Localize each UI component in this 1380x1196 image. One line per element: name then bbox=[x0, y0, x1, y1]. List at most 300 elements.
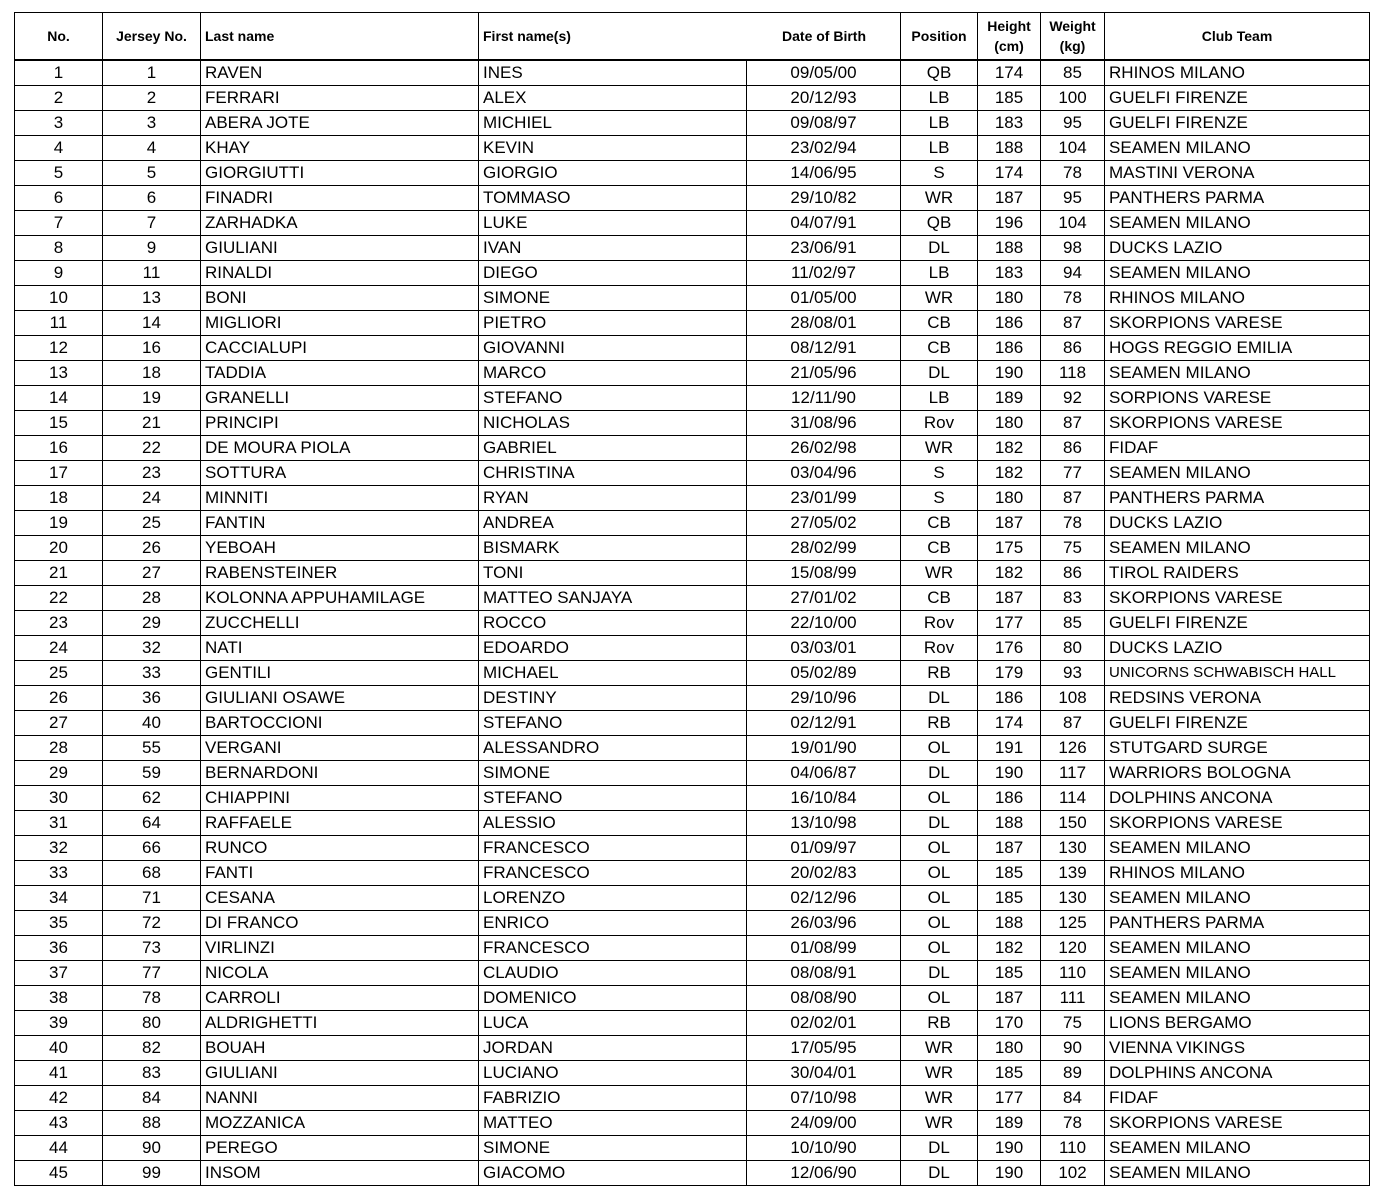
cell-weight: 87 bbox=[1041, 311, 1105, 336]
cell-weight: 78 bbox=[1041, 286, 1105, 311]
cell-height: 177 bbox=[978, 611, 1041, 636]
cell-club-team: SKORPIONS VARESE bbox=[1105, 311, 1370, 336]
cell-no: 36 bbox=[15, 936, 103, 961]
cell-no: 3 bbox=[15, 111, 103, 136]
roster-table bbox=[14, 12, 1370, 1186]
cell-height: 190 bbox=[978, 1161, 1041, 1186]
cell-first-name: RYAN bbox=[479, 486, 747, 511]
cell-no: 21 bbox=[15, 561, 103, 586]
cell-jersey: 32 bbox=[103, 636, 201, 661]
header-first-name: First name(s) bbox=[483, 28, 571, 44]
cell-weight: 120 bbox=[1041, 936, 1105, 961]
cell-position: CB bbox=[901, 336, 978, 361]
cell-last-name: MIGLIORI bbox=[201, 311, 479, 336]
cell-dob: 27/01/02 bbox=[747, 586, 901, 611]
cell-jersey: 22 bbox=[103, 436, 201, 461]
cell-dob: 28/08/01 bbox=[747, 311, 901, 336]
cell-club-team: SEAMEN MILANO bbox=[1105, 536, 1370, 561]
cell-no: 43 bbox=[15, 1111, 103, 1136]
cell-jersey: 1 bbox=[103, 60, 201, 86]
cell-position: WR bbox=[901, 286, 978, 311]
cell-jersey: 73 bbox=[103, 936, 201, 961]
cell-first-name: FABRIZIO bbox=[479, 1086, 747, 1111]
cell-height: 186 bbox=[978, 336, 1041, 361]
cell-no: 34 bbox=[15, 886, 103, 911]
cell-first-name: ALESSANDRO bbox=[479, 736, 747, 761]
cell-height: 174 bbox=[978, 60, 1041, 86]
cell-no: 16 bbox=[15, 436, 103, 461]
cell-club-team: PANTHERS PARMA bbox=[1105, 186, 1370, 211]
cell-no: 19 bbox=[15, 511, 103, 536]
cell-first-name: ANDREA bbox=[479, 511, 747, 536]
table-row bbox=[15, 861, 1370, 886]
cell-jersey: 33 bbox=[103, 661, 201, 686]
cell-jersey: 19 bbox=[103, 386, 201, 411]
cell-jersey: 13 bbox=[103, 286, 201, 311]
cell-jersey: 40 bbox=[103, 711, 201, 736]
cell-weight: 104 bbox=[1041, 211, 1105, 236]
cell-club-team: DOLPHINS ANCONA bbox=[1105, 786, 1370, 811]
cell-no: 25 bbox=[15, 661, 103, 686]
cell-last-name: CHIAPPINI bbox=[201, 786, 479, 811]
cell-dob: 03/03/01 bbox=[747, 636, 901, 661]
cell-position: LB bbox=[901, 86, 978, 111]
table-row bbox=[15, 236, 1370, 261]
header-weight-label: Weight bbox=[1049, 18, 1096, 34]
cell-dob: 12/11/90 bbox=[747, 386, 901, 411]
cell-jersey: 28 bbox=[103, 586, 201, 611]
cell-club-team: RHINOS MILANO bbox=[1105, 861, 1370, 886]
cell-first-name: BISMARK bbox=[479, 536, 747, 561]
cell-club-team: GUELFI FIRENZE bbox=[1105, 111, 1370, 136]
cell-height: 190 bbox=[978, 1136, 1041, 1161]
cell-weight: 110 bbox=[1041, 1136, 1105, 1161]
cell-position: DL bbox=[901, 236, 978, 261]
cell-first-name: DIEGO bbox=[479, 261, 747, 286]
cell-position: OL bbox=[901, 936, 978, 961]
cell-club-team: REDSINS VERONA bbox=[1105, 686, 1370, 711]
cell-height: 183 bbox=[978, 261, 1041, 286]
cell-club-team: SEAMEN MILANO bbox=[1105, 1136, 1370, 1161]
cell-position: RB bbox=[901, 1011, 978, 1036]
cell-jersey: 71 bbox=[103, 886, 201, 911]
cell-jersey: 9 bbox=[103, 236, 201, 261]
cell-first-name: LUCA bbox=[479, 1011, 747, 1036]
cell-no: 41 bbox=[15, 1061, 103, 1086]
cell-first-name: EDOARDO bbox=[479, 636, 747, 661]
cell-weight: 125 bbox=[1041, 911, 1105, 936]
cell-dob: 14/06/95 bbox=[747, 161, 901, 186]
cell-position: S bbox=[901, 161, 978, 186]
cell-weight: 80 bbox=[1041, 636, 1105, 661]
cell-first-name: STEFANO bbox=[479, 711, 747, 736]
cell-club-team: GUELFI FIRENZE bbox=[1105, 86, 1370, 111]
cell-first-name: ALEX bbox=[479, 86, 747, 111]
cell-first-name: STEFANO bbox=[479, 786, 747, 811]
cell-jersey: 16 bbox=[103, 336, 201, 361]
cell-dob: 27/05/02 bbox=[747, 511, 901, 536]
cell-height: 191 bbox=[978, 736, 1041, 761]
cell-club-team: PANTHERS PARMA bbox=[1105, 486, 1370, 511]
cell-dob: 16/10/84 bbox=[747, 786, 901, 811]
cell-weight: 95 bbox=[1041, 186, 1105, 211]
cell-last-name: FANTIN bbox=[201, 511, 479, 536]
cell-club-team: STUTGARD SURGE bbox=[1105, 736, 1370, 761]
cell-weight: 130 bbox=[1041, 836, 1105, 861]
cell-first-name: KEVIN bbox=[479, 136, 747, 161]
table-row bbox=[15, 761, 1370, 786]
cell-jersey: 5 bbox=[103, 161, 201, 186]
table-row bbox=[15, 1086, 1370, 1111]
cell-position: S bbox=[901, 461, 978, 486]
cell-height: 179 bbox=[978, 661, 1041, 686]
cell-height: 177 bbox=[978, 1086, 1041, 1111]
cell-club-team: MASTINI VERONA bbox=[1105, 161, 1370, 186]
cell-weight: 111 bbox=[1041, 986, 1105, 1011]
table-row bbox=[15, 886, 1370, 911]
cell-height: 188 bbox=[978, 811, 1041, 836]
cell-first-name: JORDAN bbox=[479, 1036, 747, 1061]
cell-club-team: SEAMEN MILANO bbox=[1105, 886, 1370, 911]
cell-height: 188 bbox=[978, 236, 1041, 261]
cell-club-team: TIROL RAIDERS bbox=[1105, 561, 1370, 586]
cell-height: 190 bbox=[978, 361, 1041, 386]
table-row bbox=[15, 561, 1370, 586]
cell-last-name: VERGANI bbox=[201, 736, 479, 761]
cell-position: DL bbox=[901, 686, 978, 711]
cell-jersey: 4 bbox=[103, 136, 201, 161]
cell-no: 20 bbox=[15, 536, 103, 561]
table-row bbox=[15, 336, 1370, 361]
cell-position: WR bbox=[901, 1061, 978, 1086]
cell-dob: 11/02/97 bbox=[747, 261, 901, 286]
cell-jersey: 3 bbox=[103, 111, 201, 136]
cell-weight: 102 bbox=[1041, 1161, 1105, 1186]
table-row bbox=[15, 686, 1370, 711]
cell-position: WR bbox=[901, 561, 978, 586]
cell-first-name: DOMENICO bbox=[479, 986, 747, 1011]
cell-club-team: SEAMEN MILANO bbox=[1105, 836, 1370, 861]
cell-height: 196 bbox=[978, 211, 1041, 236]
table-row bbox=[15, 1011, 1370, 1036]
cell-height: 187 bbox=[978, 511, 1041, 536]
cell-last-name: RUNCO bbox=[201, 836, 479, 861]
cell-last-name: KOLONNA APPUHAMILAGE bbox=[201, 586, 479, 611]
cell-first-name: TONI bbox=[479, 561, 747, 586]
cell-weight: 86 bbox=[1041, 436, 1105, 461]
cell-jersey: 90 bbox=[103, 1136, 201, 1161]
cell-position: WR bbox=[901, 1036, 978, 1061]
cell-last-name: ZARHADKA bbox=[201, 211, 479, 236]
cell-dob: 02/12/96 bbox=[747, 886, 901, 911]
cell-height: 187 bbox=[978, 986, 1041, 1011]
cell-first-name: MATTEO bbox=[479, 1111, 747, 1136]
cell-no: 12 bbox=[15, 336, 103, 361]
cell-jersey: 14 bbox=[103, 311, 201, 336]
cell-height: 175 bbox=[978, 536, 1041, 561]
cell-last-name: ABERA JOTE bbox=[201, 111, 479, 136]
cell-height: 180 bbox=[978, 286, 1041, 311]
cell-last-name: MOZZANICA bbox=[201, 1111, 479, 1136]
cell-no: 15 bbox=[15, 411, 103, 436]
cell-no: 26 bbox=[15, 686, 103, 711]
cell-dob: 23/02/94 bbox=[747, 136, 901, 161]
cell-first-name: MICHIEL bbox=[479, 111, 747, 136]
cell-last-name: FANTI bbox=[201, 861, 479, 886]
cell-weight: 78 bbox=[1041, 511, 1105, 536]
cell-height: 186 bbox=[978, 786, 1041, 811]
cell-weight: 139 bbox=[1041, 861, 1105, 886]
cell-dob: 13/10/98 bbox=[747, 811, 901, 836]
cell-jersey: 11 bbox=[103, 261, 201, 286]
table-row bbox=[15, 936, 1370, 961]
cell-height: 182 bbox=[978, 436, 1041, 461]
cell-last-name: MINNITI bbox=[201, 486, 479, 511]
cell-club-team: SKORPIONS VARESE bbox=[1105, 1111, 1370, 1136]
table-row bbox=[15, 811, 1370, 836]
cell-first-name: ROCCO bbox=[479, 611, 747, 636]
cell-dob: 15/08/99 bbox=[747, 561, 901, 586]
cell-position: LB bbox=[901, 386, 978, 411]
cell-position: DL bbox=[901, 1161, 978, 1186]
cell-height: 185 bbox=[978, 1061, 1041, 1086]
cell-club-team: SKORPIONS VARESE bbox=[1105, 586, 1370, 611]
table-row bbox=[15, 786, 1370, 811]
cell-position: DL bbox=[901, 961, 978, 986]
cell-no: 28 bbox=[15, 736, 103, 761]
cell-club-team: SEAMEN MILANO bbox=[1105, 261, 1370, 286]
header-weight bbox=[1041, 13, 1105, 61]
cell-first-name: LORENZO bbox=[479, 886, 747, 911]
table-row bbox=[15, 611, 1370, 636]
cell-dob: 20/12/93 bbox=[747, 86, 901, 111]
table-row bbox=[15, 486, 1370, 511]
cell-dob: 21/05/96 bbox=[747, 361, 901, 386]
cell-dob: 29/10/96 bbox=[747, 686, 901, 711]
cell-position: DL bbox=[901, 361, 978, 386]
cell-weight: 94 bbox=[1041, 261, 1105, 286]
cell-dob: 10/10/90 bbox=[747, 1136, 901, 1161]
cell-last-name: CACCIALUPI bbox=[201, 336, 479, 361]
cell-dob: 02/12/91 bbox=[747, 711, 901, 736]
cell-last-name: YEBOAH bbox=[201, 536, 479, 561]
cell-weight: 117 bbox=[1041, 761, 1105, 786]
cell-last-name: PEREGO bbox=[201, 1136, 479, 1161]
cell-jersey: 80 bbox=[103, 1011, 201, 1036]
table-row bbox=[15, 836, 1370, 861]
cell-club-team: SEAMEN MILANO bbox=[1105, 211, 1370, 236]
cell-club-team: WARRIORS BOLOGNA bbox=[1105, 761, 1370, 786]
cell-dob: 28/02/99 bbox=[747, 536, 901, 561]
cell-dob: 05/02/89 bbox=[747, 661, 901, 686]
cell-jersey: 25 bbox=[103, 511, 201, 536]
cell-jersey: 84 bbox=[103, 1086, 201, 1111]
cell-dob: 08/08/90 bbox=[747, 986, 901, 1011]
cell-height: 190 bbox=[978, 761, 1041, 786]
table-row bbox=[15, 1061, 1370, 1086]
header-last-name: Last name bbox=[201, 13, 479, 61]
cell-position: OL bbox=[901, 886, 978, 911]
cell-dob: 01/08/99 bbox=[747, 936, 901, 961]
cell-jersey: 23 bbox=[103, 461, 201, 486]
cell-dob: 19/01/90 bbox=[747, 736, 901, 761]
header-club-team: Club Team bbox=[1105, 13, 1370, 61]
cell-first-name: MICHAEL bbox=[479, 661, 747, 686]
cell-club-team: SEAMEN MILANO bbox=[1105, 461, 1370, 486]
cell-jersey: 66 bbox=[103, 836, 201, 861]
cell-position: CB bbox=[901, 586, 978, 611]
cell-position: WR bbox=[901, 436, 978, 461]
cell-height: 186 bbox=[978, 311, 1041, 336]
cell-last-name: VIRLINZI bbox=[201, 936, 479, 961]
cell-jersey: 24 bbox=[103, 486, 201, 511]
cell-first-name: GIACOMO bbox=[479, 1161, 747, 1186]
cell-last-name: FINADRI bbox=[201, 186, 479, 211]
cell-club-team: GUELFI FIRENZE bbox=[1105, 611, 1370, 636]
cell-club-team: SKORPIONS VARESE bbox=[1105, 811, 1370, 836]
cell-dob: 24/09/00 bbox=[747, 1111, 901, 1136]
cell-club-team: SEAMEN MILANO bbox=[1105, 936, 1370, 961]
cell-jersey: 55 bbox=[103, 736, 201, 761]
cell-position: Rov bbox=[901, 636, 978, 661]
cell-dob: 17/05/95 bbox=[747, 1036, 901, 1061]
cell-club-team: RHINOS MILANO bbox=[1105, 286, 1370, 311]
cell-weight: 83 bbox=[1041, 586, 1105, 611]
cell-jersey: 78 bbox=[103, 986, 201, 1011]
cell-weight: 84 bbox=[1041, 1086, 1105, 1111]
cell-first-name: LUKE bbox=[479, 211, 747, 236]
cell-club-team: DUCKS LAZIO bbox=[1105, 636, 1370, 661]
cell-last-name: BOUAH bbox=[201, 1036, 479, 1061]
cell-dob: 08/12/91 bbox=[747, 336, 901, 361]
cell-no: 40 bbox=[15, 1036, 103, 1061]
cell-height: 187 bbox=[978, 586, 1041, 611]
table-row bbox=[15, 436, 1370, 461]
table-row bbox=[15, 1136, 1370, 1161]
cell-last-name: ZUCCHELLI bbox=[201, 611, 479, 636]
table-row bbox=[15, 511, 1370, 536]
cell-position: LB bbox=[901, 261, 978, 286]
table-row bbox=[15, 1111, 1370, 1136]
cell-no: 17 bbox=[15, 461, 103, 486]
header-row bbox=[15, 13, 1370, 61]
cell-no: 29 bbox=[15, 761, 103, 786]
cell-jersey: 62 bbox=[103, 786, 201, 811]
cell-weight: 95 bbox=[1041, 111, 1105, 136]
cell-no: 35 bbox=[15, 911, 103, 936]
cell-height: 180 bbox=[978, 486, 1041, 511]
cell-last-name: NANNI bbox=[201, 1086, 479, 1111]
table-row bbox=[15, 86, 1370, 111]
cell-first-name: FRANCESCO bbox=[479, 936, 747, 961]
cell-height: 174 bbox=[978, 161, 1041, 186]
cell-last-name: RAVEN bbox=[201, 60, 479, 86]
cell-last-name: DI FRANCO bbox=[201, 911, 479, 936]
cell-position: WR bbox=[901, 1111, 978, 1136]
cell-first-name: TOMMASO bbox=[479, 186, 747, 211]
cell-first-name: FRANCESCO bbox=[479, 836, 747, 861]
cell-no: 9 bbox=[15, 261, 103, 286]
cell-dob: 01/09/97 bbox=[747, 836, 901, 861]
cell-position: DL bbox=[901, 811, 978, 836]
cell-first-name: GIORGIO bbox=[479, 161, 747, 186]
cell-weight: 85 bbox=[1041, 60, 1105, 86]
cell-position: Rov bbox=[901, 611, 978, 636]
table-row bbox=[15, 311, 1370, 336]
cell-height: 189 bbox=[978, 1111, 1041, 1136]
cell-last-name: BONI bbox=[201, 286, 479, 311]
cell-no: 39 bbox=[15, 1011, 103, 1036]
cell-height: 185 bbox=[978, 86, 1041, 111]
cell-position: OL bbox=[901, 911, 978, 936]
cell-first-name: NICHOLAS bbox=[479, 411, 747, 436]
cell-jersey: 72 bbox=[103, 911, 201, 936]
header-position: Position bbox=[901, 13, 978, 61]
cell-no: 4 bbox=[15, 136, 103, 161]
cell-first-name: SIMONE bbox=[479, 1136, 747, 1161]
cell-no: 42 bbox=[15, 1086, 103, 1111]
cell-club-team: SORPIONS VARESE bbox=[1105, 386, 1370, 411]
cell-weight: 78 bbox=[1041, 1111, 1105, 1136]
cell-no: 23 bbox=[15, 611, 103, 636]
cell-no: 22 bbox=[15, 586, 103, 611]
cell-position: WR bbox=[901, 1086, 978, 1111]
cell-last-name: RINALDI bbox=[201, 261, 479, 286]
cell-first-name: LUCIANO bbox=[479, 1061, 747, 1086]
cell-first-name: GIOVANNI bbox=[479, 336, 747, 361]
table-row bbox=[15, 161, 1370, 186]
cell-no: 37 bbox=[15, 961, 103, 986]
cell-last-name: PRINCIPI bbox=[201, 411, 479, 436]
cell-first-name: FRANCESCO bbox=[479, 861, 747, 886]
cell-position: OL bbox=[901, 736, 978, 761]
cell-first-name: IVAN bbox=[479, 236, 747, 261]
cell-first-name: CLAUDIO bbox=[479, 961, 747, 986]
cell-last-name: KHAY bbox=[201, 136, 479, 161]
cell-dob: 26/03/96 bbox=[747, 911, 901, 936]
table-row bbox=[15, 986, 1370, 1011]
cell-no: 5 bbox=[15, 161, 103, 186]
cell-jersey: 29 bbox=[103, 611, 201, 636]
table-row bbox=[15, 961, 1370, 986]
cell-first-name: GABRIEL bbox=[479, 436, 747, 461]
cell-club-team: UNICORNS SCHWABISCH HALL bbox=[1105, 661, 1370, 686]
cell-jersey: 26 bbox=[103, 536, 201, 561]
cell-height: 183 bbox=[978, 111, 1041, 136]
cell-club-team: SKORPIONS VARESE bbox=[1105, 411, 1370, 436]
cell-height: 182 bbox=[978, 561, 1041, 586]
roster-body bbox=[15, 60, 1370, 1186]
table-row bbox=[15, 261, 1370, 286]
table-row bbox=[15, 636, 1370, 661]
cell-height: 174 bbox=[978, 711, 1041, 736]
cell-first-name: PIETRO bbox=[479, 311, 747, 336]
cell-club-team: DOLPHINS ANCONA bbox=[1105, 1061, 1370, 1086]
cell-dob: 31/08/96 bbox=[747, 411, 901, 436]
cell-jersey: 82 bbox=[103, 1036, 201, 1061]
cell-dob: 22/10/00 bbox=[747, 611, 901, 636]
cell-height: 185 bbox=[978, 961, 1041, 986]
cell-last-name: GENTILI bbox=[201, 661, 479, 686]
header-no: No. bbox=[15, 13, 103, 61]
cell-height: 185 bbox=[978, 886, 1041, 911]
cell-club-team: SEAMEN MILANO bbox=[1105, 136, 1370, 161]
cell-jersey: 77 bbox=[103, 961, 201, 986]
cell-last-name: DE MOURA PIOLA bbox=[201, 436, 479, 461]
cell-position: LB bbox=[901, 111, 978, 136]
cell-no: 1 bbox=[15, 60, 103, 86]
cell-last-name: GIULIANI bbox=[201, 1061, 479, 1086]
